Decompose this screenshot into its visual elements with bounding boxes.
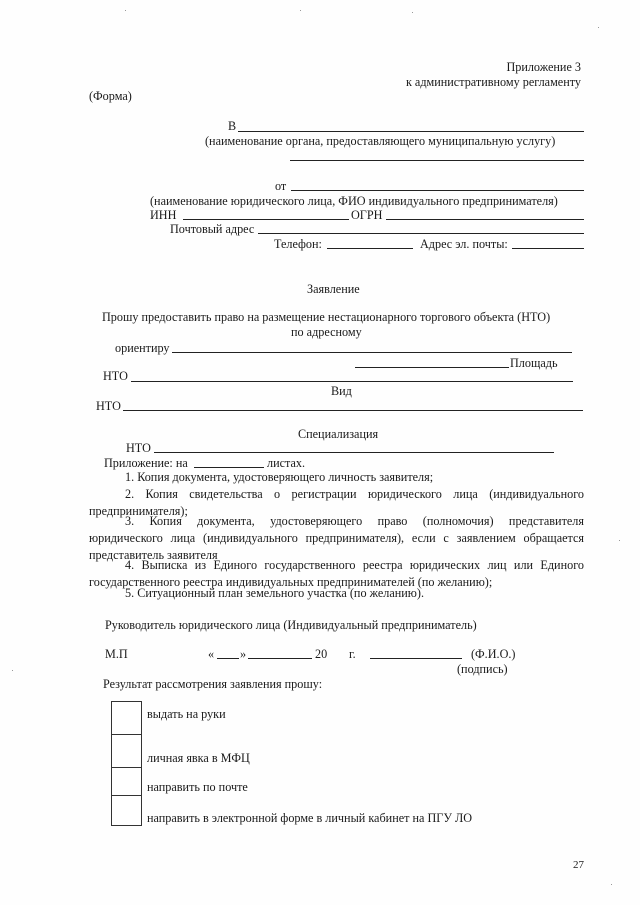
to-prefix: В (228, 119, 237, 133)
type-label: Вид (331, 384, 352, 398)
applicant-caption: (наименование юридического лица, ФИО индивидуального предпринимателя) (150, 194, 558, 208)
nto-area-field[interactable] (131, 381, 573, 382)
scan-speck (412, 12, 413, 13)
scan-speck (598, 27, 599, 28)
ogrn-label: ОГРН (351, 208, 383, 222)
scan-speck (12, 670, 13, 671)
applicant-name-field[interactable] (291, 190, 584, 191)
appendix-number: Приложение 3 (506, 60, 581, 74)
nto-spec-label: НТО (126, 441, 151, 455)
attachment-item-1: 1. Копия документа, удостоверяющего личность заявителя; (125, 470, 434, 484)
landmark-field-2[interactable] (355, 367, 509, 368)
attachment-sheets-field[interactable] (194, 467, 264, 468)
option-label-mail: направить по почте (147, 780, 248, 794)
scan-speck (619, 540, 620, 541)
authority-caption: (наименование органа, предоставляющего муниципальную услугу) (205, 134, 556, 148)
inn-label: ИНН (150, 208, 177, 222)
signature-caption: (подпись) (457, 662, 508, 676)
attachment-item-5: 5. Ситуационный план земельного участка (по желанию). (125, 586, 425, 600)
date-close-quote: » (240, 647, 247, 661)
email-label: Адрес эл. почты: (420, 237, 508, 251)
landmark-field[interactable] (172, 352, 572, 353)
nto-area-label: НТО (103, 369, 128, 383)
page-number: 27 (573, 859, 584, 871)
date-month-field[interactable] (248, 658, 312, 659)
stamp-label: М.П (105, 647, 128, 661)
specialization-field[interactable] (154, 452, 554, 453)
date-open-quote: « (208, 647, 215, 661)
option-checkbox-mail[interactable] (111, 767, 142, 797)
phone-field[interactable] (327, 248, 413, 249)
signature-field[interactable] (370, 658, 462, 659)
option-checkbox-mfc[interactable] (111, 734, 142, 769)
authority-name-field-2[interactable] (290, 160, 584, 161)
attachment-prefix: Приложение: на (104, 456, 188, 470)
scan-speck (611, 884, 612, 885)
attachment-item-4: 4. Выписка из Единого государственного реестра юридических лиц или Единого государственного реестра индивидуальных предпринимателей (по желанию); (89, 558, 584, 589)
ogrn-field[interactable] (386, 219, 584, 220)
appendix-regulation: к административному регламенту (405, 75, 581, 89)
option-checkbox-online[interactable] (111, 795, 142, 826)
date-day-field[interactable] (217, 658, 239, 659)
inn-field[interactable] (183, 219, 349, 220)
authority-name-field[interactable] (238, 131, 584, 132)
postal-label: Почтовый адрес (170, 222, 255, 236)
phone-label: Телефон: (274, 237, 322, 251)
option-label-hand: выдать на руки (147, 707, 226, 721)
landmark-label: ориентиру (115, 341, 170, 355)
specialization-label: Специализация (298, 427, 379, 441)
year-suffix: г. (349, 647, 356, 661)
result-label: Результат рассмотрения заявления прошу: (103, 677, 323, 691)
option-label-mfc: личная явка в МФЦ (147, 751, 250, 765)
attachment-item-3: 3. Копия документа, удостоверяющего право (полномочия) представителя юридического лица (индивидуального предпринимателя), если с заявлением обращается представитель заявителя (89, 514, 584, 562)
request-text-cont: по адресному (291, 325, 362, 339)
nto-type-field[interactable] (123, 410, 583, 411)
email-field[interactable] (512, 248, 584, 249)
form-label: (Форма) (89, 89, 132, 103)
option-checkbox-hand[interactable] (111, 701, 142, 736)
nto-type-label: НТО (96, 399, 121, 413)
attachment-suffix: листах. (267, 456, 306, 470)
scan-speck (125, 10, 126, 11)
postal-address-field[interactable] (258, 233, 584, 234)
request-text: Прошу предоставить право на размещение нестационарного торгового объекта (НТО) (102, 310, 551, 324)
attachment-item-2: 2. Копия свидетельства о регистрации юридического лица (индивидуального предпринимателя); (89, 487, 584, 518)
option-label-online: направить в электронной форме в личный кабинет на ПГУ ЛО (147, 811, 473, 825)
head-label: Руководитель юридического лица (Индивидуальный предприниматель) (105, 618, 477, 632)
statement-title: Заявление (307, 282, 360, 296)
area-label: Площадь (510, 356, 558, 370)
scan-speck (300, 10, 301, 11)
year-label: 20 (315, 647, 328, 661)
fio-label: (Ф.И.О.) (471, 647, 516, 661)
from-prefix: от (275, 179, 287, 193)
